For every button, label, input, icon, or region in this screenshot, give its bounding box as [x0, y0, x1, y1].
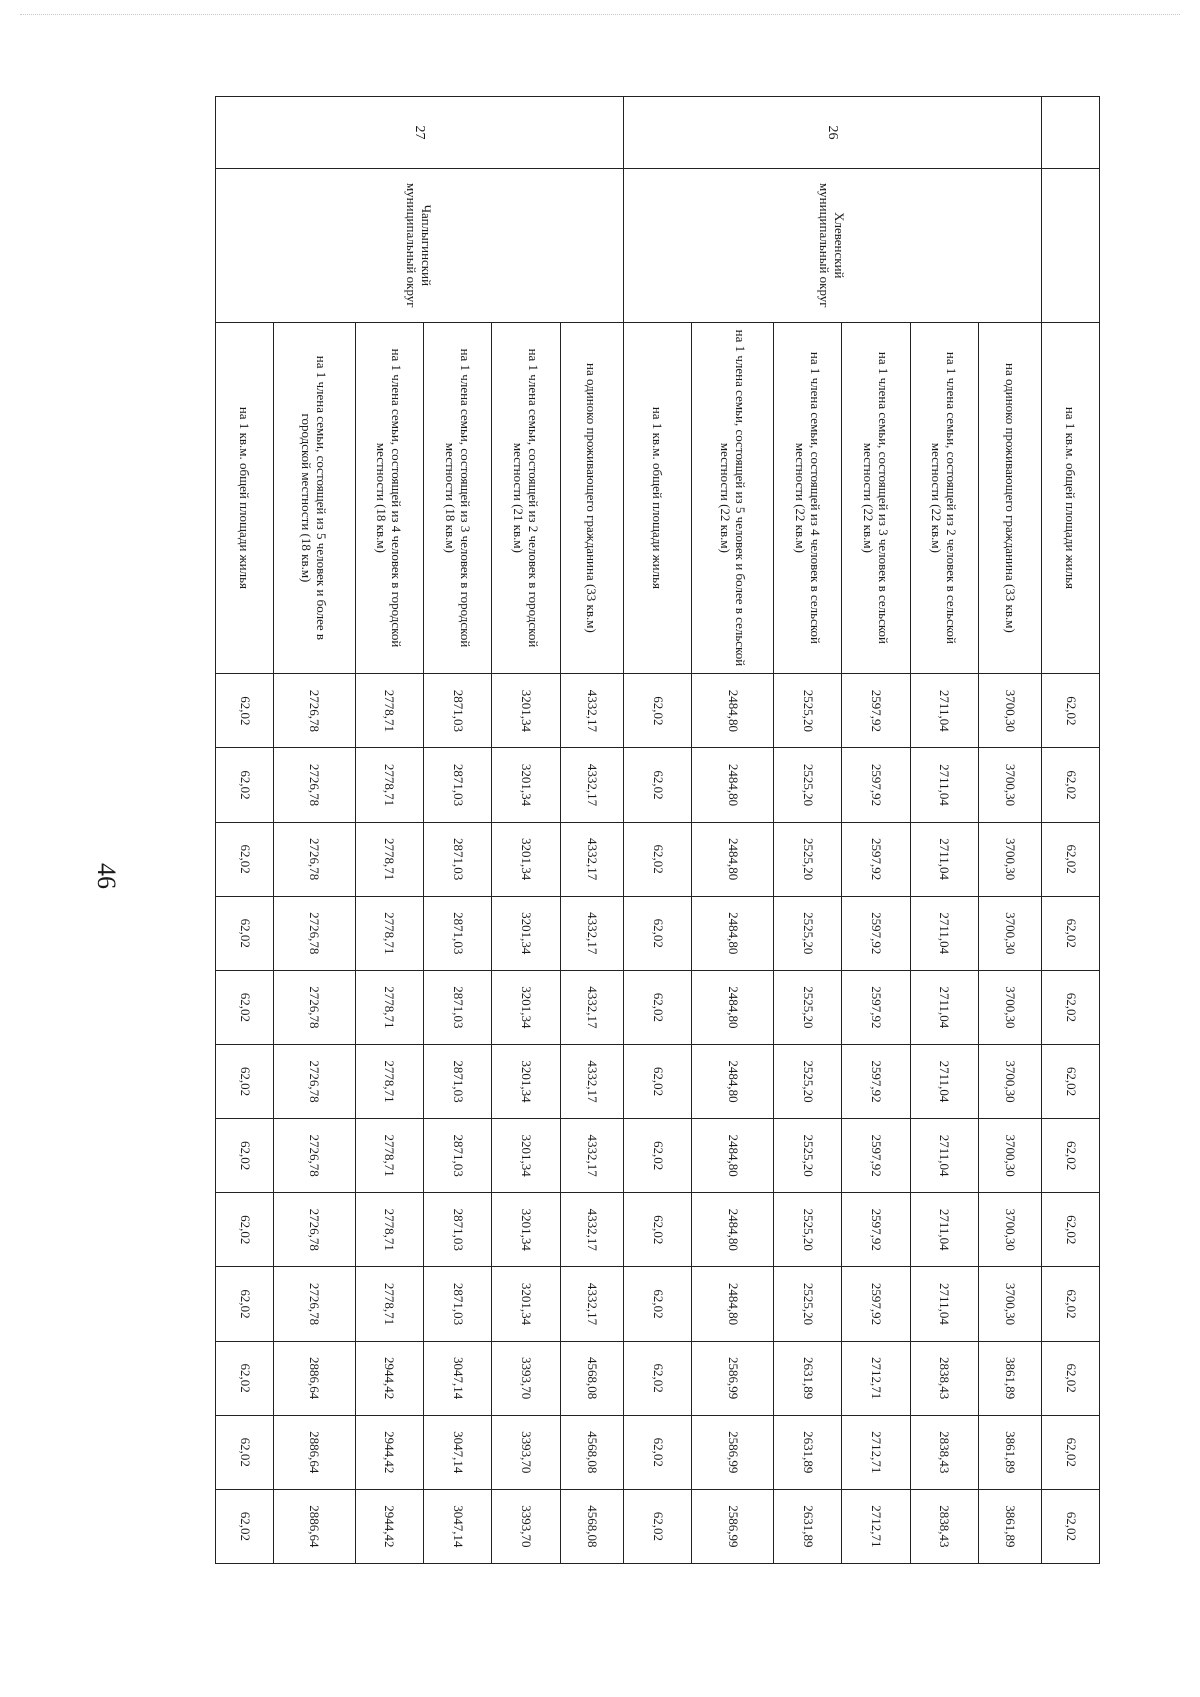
value-cell: 2586,99: [692, 1341, 774, 1415]
value-cell: 2726,78: [274, 1193, 356, 1267]
value-cell: 3201,34: [492, 1044, 560, 1118]
value-cell: 2871,03: [423, 896, 491, 970]
value-cell: 62,02: [216, 970, 274, 1044]
description-cell: на 1 члена семьи, состоящей из 5 человек и более в городской местности (18 кв.м): [274, 322, 356, 674]
value-cell: 2525,20: [773, 1193, 841, 1267]
value-cell: 62,02: [216, 1119, 274, 1193]
value-cell: 62,02: [216, 1193, 274, 1267]
value-cell: 4568,08: [560, 1341, 623, 1415]
value-cell: 2778,71: [355, 1267, 423, 1341]
value-cell: 3047,14: [423, 1489, 491, 1563]
value-cell: 2525,20: [773, 674, 841, 748]
value-cell: 62,02: [216, 822, 274, 896]
description-cell: на 1 члена семьи, состоящей из 5 человек и более в сельской местности (22 кв.м): [692, 322, 774, 674]
value-cell: 3201,34: [492, 1119, 560, 1193]
row-number-cell: 26: [623, 97, 1041, 169]
value-cell: 2597,92: [842, 822, 910, 896]
value-cell: 62,02: [623, 1044, 691, 1118]
value-cell: 2871,03: [423, 1044, 491, 1118]
value-cell: 3700,30: [978, 748, 1041, 822]
value-cell: 2838,43: [910, 1341, 978, 1415]
value-cell: 62,02: [216, 748, 274, 822]
value-cell: 62,02: [623, 1415, 691, 1489]
value-cell: 2711,04: [910, 1193, 978, 1267]
value-cell: 2871,03: [423, 1193, 491, 1267]
value-cell: 2525,20: [773, 1119, 841, 1193]
value-cell: 2871,03: [423, 1119, 491, 1193]
value-cell: 2726,78: [274, 748, 356, 822]
value-cell: 2886,64: [274, 1489, 356, 1563]
value-cell: 62,02: [1042, 1415, 1100, 1489]
value-cell: 62,02: [1042, 970, 1100, 1044]
value-cell: 2778,71: [355, 1119, 423, 1193]
value-cell: 2871,03: [423, 748, 491, 822]
value-cell: 62,02: [623, 674, 691, 748]
value-cell: 62,02: [216, 1044, 274, 1118]
value-cell: 2778,71: [355, 674, 423, 748]
value-cell: 2586,99: [692, 1415, 774, 1489]
value-cell: 62,02: [1042, 748, 1100, 822]
value-cell: 3201,34: [492, 1193, 560, 1267]
value-cell: 3393,70: [492, 1489, 560, 1563]
value-cell: 62,02: [623, 1489, 691, 1563]
description-cell: на 1 члена семьи, состоящей из 4 человек в городской местности (18 кв.м): [355, 322, 423, 674]
row-number-cell: 27: [216, 97, 624, 169]
value-cell: 62,02: [623, 970, 691, 1044]
value-cell: 2712,71: [842, 1341, 910, 1415]
value-cell: 2597,92: [842, 896, 910, 970]
municipality-cell: Чаплыгинский муниципальный округ: [216, 169, 624, 323]
value-cell: 2944,42: [355, 1415, 423, 1489]
value-cell: 2586,99: [692, 1489, 774, 1563]
value-cell: 3700,30: [978, 1193, 1041, 1267]
description-cell: на 1 кв.м. общей площади жилья: [623, 322, 691, 674]
value-cell: 3393,70: [492, 1415, 560, 1489]
value-cell: 2484,80: [692, 1193, 774, 1267]
value-cell: 2597,92: [842, 1193, 910, 1267]
value-cell: 3700,30: [978, 970, 1041, 1044]
value-cell: 2631,89: [773, 1415, 841, 1489]
value-cell: 3861,89: [978, 1415, 1041, 1489]
value-cell: 62,02: [623, 1267, 691, 1341]
value-cell: 4332,17: [560, 748, 623, 822]
description-cell: на 1 члена семьи, состоящей из 3 человек в сельской местности (22 кв.м): [842, 322, 910, 674]
row-number-cell: [1042, 97, 1100, 169]
table-row: [978, 97, 1041, 1564]
value-cell: 3700,30: [978, 674, 1041, 748]
value-cell: 2484,80: [692, 748, 774, 822]
municipality-cell: Хлевенский муниципальный округ: [623, 169, 1041, 323]
value-cell: 2712,71: [842, 1415, 910, 1489]
value-cell: 2597,92: [842, 1267, 910, 1341]
value-cell: 2886,64: [274, 1341, 356, 1415]
value-cell: 3700,30: [978, 896, 1041, 970]
table-row: [1042, 97, 1100, 1564]
value-cell: 62,02: [1042, 1341, 1100, 1415]
value-cell: 62,02: [1042, 1489, 1100, 1563]
value-cell: 2525,20: [773, 896, 841, 970]
value-cell: 2944,42: [355, 1489, 423, 1563]
value-cell: 3861,89: [978, 1489, 1041, 1563]
value-cell: 2484,80: [692, 1267, 774, 1341]
value-cell: 3201,34: [492, 822, 560, 896]
value-cell: 2597,92: [842, 674, 910, 748]
value-cell: 2711,04: [910, 748, 978, 822]
value-cell: 2778,71: [355, 748, 423, 822]
value-cell: 2597,92: [842, 970, 910, 1044]
value-cell: 2778,71: [355, 1044, 423, 1118]
value-cell: 2711,04: [910, 1267, 978, 1341]
value-cell: 2597,92: [842, 1044, 910, 1118]
value-cell: 2778,71: [355, 970, 423, 1044]
value-cell: 4332,17: [560, 1267, 623, 1341]
value-cell: 2597,92: [842, 748, 910, 822]
value-cell: 2711,04: [910, 1044, 978, 1118]
value-cell: 2778,71: [355, 822, 423, 896]
value-cell: 2886,64: [274, 1415, 356, 1489]
municipality-cell: [1042, 169, 1100, 323]
value-cell: 2484,80: [692, 896, 774, 970]
value-cell: 2525,20: [773, 1267, 841, 1341]
value-cell: 62,02: [623, 1341, 691, 1415]
value-cell: 2484,80: [692, 674, 774, 748]
value-cell: 2838,43: [910, 1489, 978, 1563]
value-cell: 3700,30: [978, 1119, 1041, 1193]
value-cell: 3201,34: [492, 674, 560, 748]
value-cell: 2711,04: [910, 1119, 978, 1193]
table-row: [560, 97, 623, 1564]
value-cell: 62,02: [1042, 1267, 1100, 1341]
value-cell: 2871,03: [423, 822, 491, 896]
value-cell: 3700,30: [978, 1267, 1041, 1341]
tariff-table: [215, 96, 1100, 1564]
value-cell: 3201,34: [492, 1267, 560, 1341]
value-cell: 62,02: [623, 822, 691, 896]
value-cell: 2711,04: [910, 970, 978, 1044]
value-cell: 2525,20: [773, 1044, 841, 1118]
value-cell: 4332,17: [560, 822, 623, 896]
value-cell: 3393,70: [492, 1341, 560, 1415]
scan-top-border: [20, 14, 1180, 15]
value-cell: 4568,08: [560, 1415, 623, 1489]
value-cell: 62,02: [216, 674, 274, 748]
value-cell: 2871,03: [423, 970, 491, 1044]
value-cell: 3047,14: [423, 1341, 491, 1415]
value-cell: 2711,04: [910, 896, 978, 970]
value-cell: 4332,17: [560, 674, 623, 748]
value-cell: 3201,34: [492, 748, 560, 822]
value-cell: 2484,80: [692, 822, 774, 896]
value-cell: 2711,04: [910, 674, 978, 748]
description-cell: на 1 кв.м. общей площади жилья: [216, 322, 274, 674]
value-cell: 3201,34: [492, 896, 560, 970]
value-cell: 62,02: [216, 1341, 274, 1415]
value-cell: 62,02: [216, 1489, 274, 1563]
value-cell: 2597,92: [842, 1119, 910, 1193]
value-cell: 2484,80: [692, 970, 774, 1044]
value-cell: 2525,20: [773, 970, 841, 1044]
value-cell: 2726,78: [274, 970, 356, 1044]
value-cell: 62,02: [623, 896, 691, 970]
value-cell: 2726,78: [274, 1267, 356, 1341]
value-cell: 62,02: [216, 1415, 274, 1489]
value-cell: 62,02: [1042, 896, 1100, 970]
rotated-table-container: [215, 96, 1100, 1564]
value-cell: 4332,17: [560, 970, 623, 1044]
description-cell: на одиноко проживающего гражданина (33 кв.м): [978, 322, 1041, 674]
description-cell: на 1 члена семьи, состоящей из 4 человек в сельской местности (22 кв.м): [773, 322, 841, 674]
description-cell: на 1 члена семьи, состоящей из 3 человек в городской местности (18 кв.м): [423, 322, 491, 674]
value-cell: 2484,80: [692, 1044, 774, 1118]
value-cell: 62,02: [623, 1193, 691, 1267]
value-cell: 2778,71: [355, 896, 423, 970]
value-cell: 2711,04: [910, 822, 978, 896]
value-cell: 2631,89: [773, 1341, 841, 1415]
value-cell: 2726,78: [274, 896, 356, 970]
value-cell: 62,02: [1042, 822, 1100, 896]
value-cell: 2712,71: [842, 1489, 910, 1563]
page-number: 46: [92, 863, 121, 889]
value-cell: 62,02: [216, 1267, 274, 1341]
value-cell: 3861,89: [978, 1341, 1041, 1415]
value-cell: 3201,34: [492, 970, 560, 1044]
value-cell: 2726,78: [274, 1119, 356, 1193]
value-cell: 3700,30: [978, 822, 1041, 896]
value-cell: 2726,78: [274, 1044, 356, 1118]
description-cell: на одиноко проживающего гражданина (33 кв.м): [560, 322, 623, 674]
value-cell: 2838,43: [910, 1415, 978, 1489]
value-cell: 2525,20: [773, 748, 841, 822]
value-cell: 62,02: [1042, 1044, 1100, 1118]
value-cell: 3700,30: [978, 1044, 1041, 1118]
value-cell: 62,02: [216, 896, 274, 970]
value-cell: 62,02: [623, 1119, 691, 1193]
value-cell: 2726,78: [274, 822, 356, 896]
value-cell: 62,02: [1042, 1193, 1100, 1267]
value-cell: 2871,03: [423, 1267, 491, 1341]
value-cell: 4332,17: [560, 1193, 623, 1267]
value-cell: 3047,14: [423, 1415, 491, 1489]
value-cell: 2484,80: [692, 1119, 774, 1193]
table-body: [216, 97, 1100, 1564]
value-cell: 2871,03: [423, 674, 491, 748]
description-cell: на 1 члена семьи, состоящей из 2 человек в городской местности (21 кв.м): [492, 322, 560, 674]
description-cell: на 1 члена семьи, состоящей из 2 человек в сельской местности (22 кв.м): [910, 322, 978, 674]
description-cell: на 1 кв.м. общей площади жилья: [1042, 322, 1100, 674]
value-cell: 4568,08: [560, 1489, 623, 1563]
value-cell: 62,02: [1042, 1119, 1100, 1193]
value-cell: 2726,78: [274, 674, 356, 748]
value-cell: 62,02: [623, 748, 691, 822]
value-cell: 62,02: [1042, 674, 1100, 748]
value-cell: 4332,17: [560, 1044, 623, 1118]
value-cell: 2944,42: [355, 1341, 423, 1415]
value-cell: 4332,17: [560, 1119, 623, 1193]
value-cell: 2631,89: [773, 1489, 841, 1563]
value-cell: 2525,20: [773, 822, 841, 896]
value-cell: 4332,17: [560, 896, 623, 970]
value-cell: 2778,71: [355, 1193, 423, 1267]
